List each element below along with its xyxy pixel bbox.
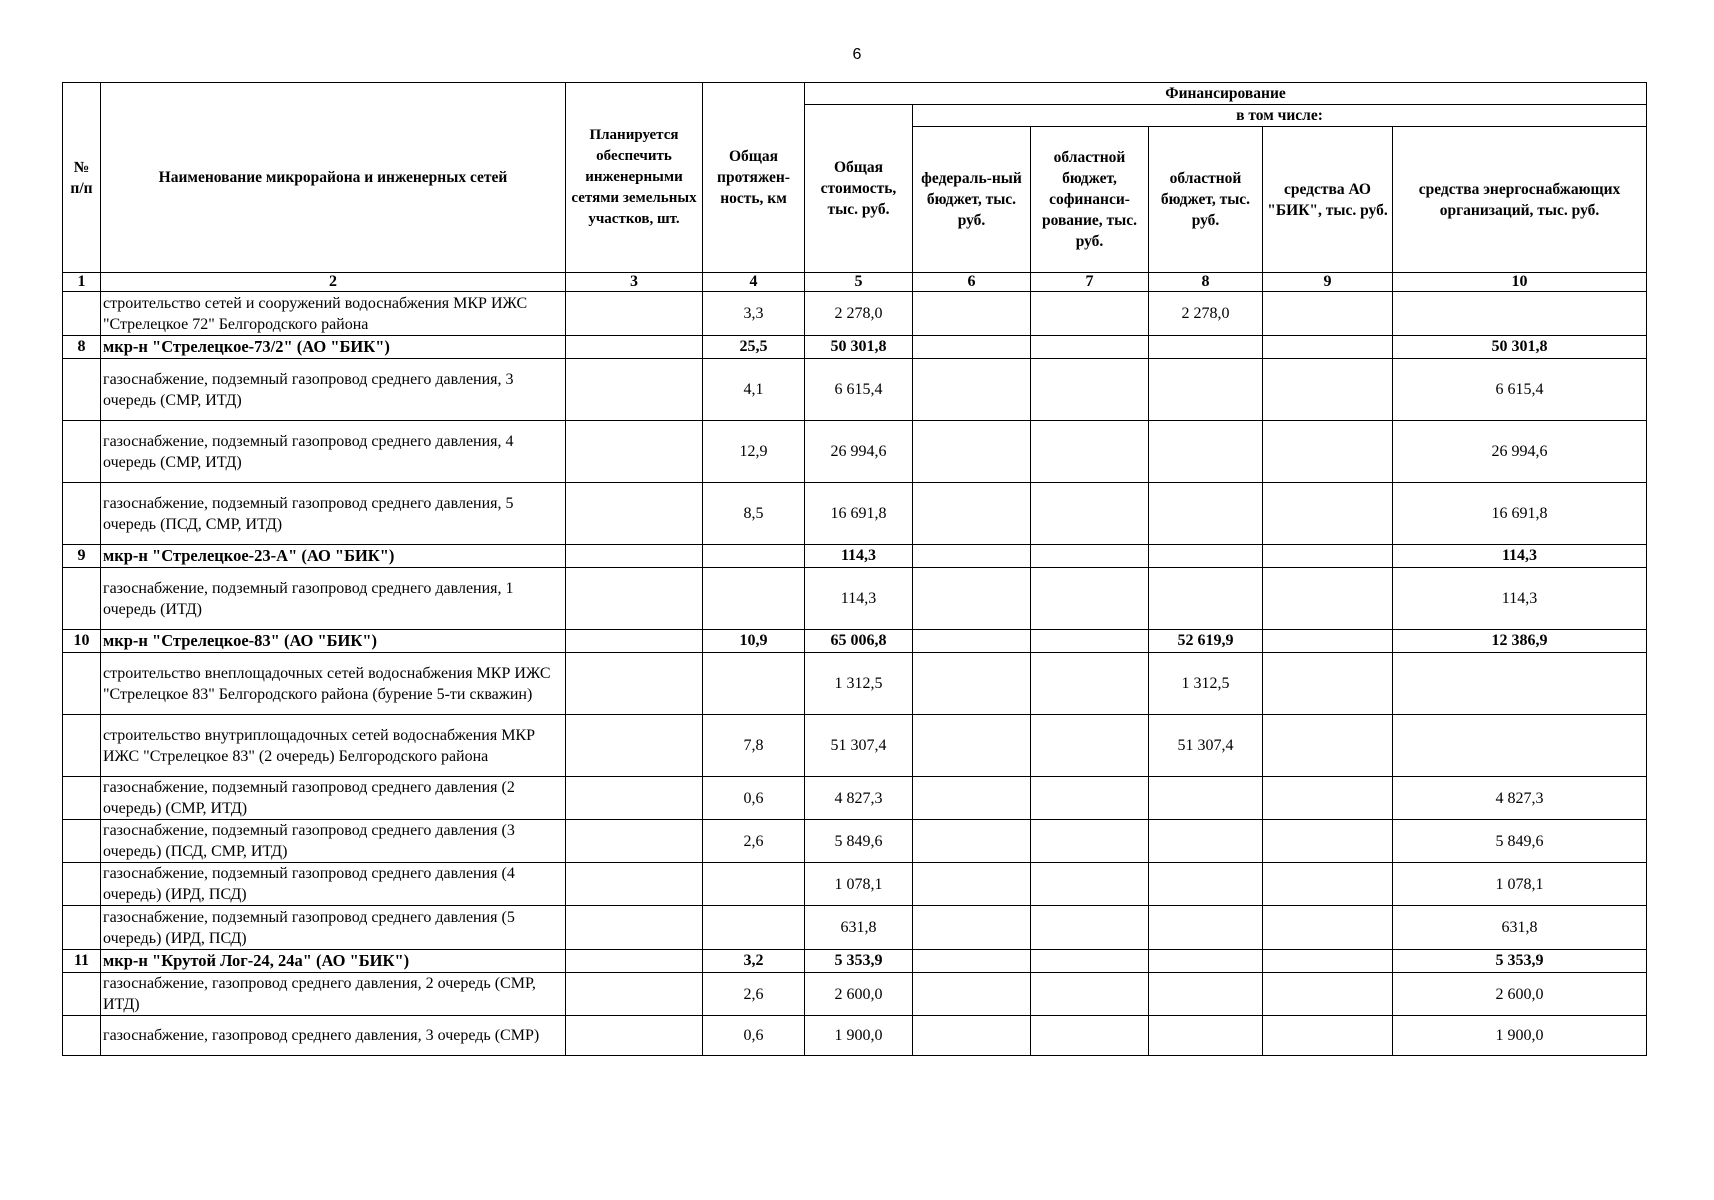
row-name: газоснабжение, газопровод среднего давления, 3 очередь (СМР) <box>101 1016 566 1056</box>
row-length <box>703 545 805 568</box>
row-number <box>63 1016 101 1056</box>
row-bik <box>1263 1016 1393 1056</box>
row-plots <box>566 950 703 973</box>
table-row <box>63 1016 1647 1056</box>
row-regional <box>1149 950 1263 973</box>
financing-table <box>62 82 1647 1056</box>
row-plots <box>566 863 703 906</box>
row-bik <box>1263 715 1393 777</box>
row-total: 16 691,8 <box>805 483 913 545</box>
column-number: 3 <box>566 273 703 292</box>
table-row <box>63 359 1647 421</box>
table-row <box>63 421 1647 483</box>
row-energy: 1 900,0 <box>1393 1016 1647 1056</box>
column-number: 2 <box>101 273 566 292</box>
col-header-federal: федераль-ный бюджет, тыс. руб. <box>913 127 1031 273</box>
row-plots <box>566 545 703 568</box>
table-section-row <box>63 950 1647 973</box>
row-bik <box>1263 336 1393 359</box>
row-federal <box>913 1016 1031 1056</box>
row-regional <box>1149 863 1263 906</box>
row-total: 114,3 <box>805 545 913 568</box>
row-regional <box>1149 973 1263 1016</box>
row-number <box>63 653 101 715</box>
financing-table-wrapper <box>62 82 1647 1056</box>
row-regional-cofin <box>1031 973 1149 1016</box>
row-number <box>63 777 101 820</box>
row-regional-cofin <box>1031 906 1149 950</box>
row-name: газоснабжение, подземный газопровод среднего давления, 1 очередь (ИТД) <box>101 568 566 630</box>
row-regional <box>1149 359 1263 421</box>
row-energy <box>1393 292 1647 336</box>
row-regional-cofin <box>1031 715 1149 777</box>
row-regional <box>1149 777 1263 820</box>
row-federal <box>913 483 1031 545</box>
row-total: 631,8 <box>805 906 913 950</box>
row-regional-cofin <box>1031 483 1149 545</box>
row-length: 3,2 <box>703 950 805 973</box>
row-length: 0,6 <box>703 777 805 820</box>
row-plots <box>566 568 703 630</box>
row-number <box>63 973 101 1016</box>
row-regional: 51 307,4 <box>1149 715 1263 777</box>
table-row <box>63 483 1647 545</box>
row-total: 65 006,8 <box>805 630 913 653</box>
row-plots <box>566 906 703 950</box>
row-bik <box>1263 653 1393 715</box>
table-row <box>63 292 1647 336</box>
table-row <box>63 568 1647 630</box>
row-name: газоснабжение, подземный газопровод среднего давления (4 очередь) (ИРД, ПСД) <box>101 863 566 906</box>
row-regional: 52 619,9 <box>1149 630 1263 653</box>
row-total: 5 353,9 <box>805 950 913 973</box>
row-plots <box>566 715 703 777</box>
row-plots <box>566 630 703 653</box>
table-row <box>63 863 1647 906</box>
row-plots <box>566 483 703 545</box>
row-regional-cofin <box>1031 421 1149 483</box>
row-federal <box>913 973 1031 1016</box>
row-name: строительство внеплощадочных сетей водоснабжения МКР ИЖС "Стрелецкое 83" Белгородского района (бурение 5-ти скважин) <box>101 653 566 715</box>
table-row <box>63 715 1647 777</box>
row-federal <box>913 950 1031 973</box>
row-regional <box>1149 545 1263 568</box>
row-regional-cofin <box>1031 292 1149 336</box>
row-number <box>63 863 101 906</box>
row-regional-cofin <box>1031 359 1149 421</box>
row-regional-cofin <box>1031 950 1149 973</box>
column-number: 7 <box>1031 273 1149 292</box>
row-total: 6 615,4 <box>805 359 913 421</box>
row-federal <box>913 863 1031 906</box>
column-number-row <box>63 273 1647 292</box>
row-federal <box>913 359 1031 421</box>
row-regional-cofin <box>1031 568 1149 630</box>
row-bik <box>1263 820 1393 863</box>
row-name: газоснабжение, подземный газопровод среднего давления (3 очередь) (ПСД, СМР, ИТД) <box>101 820 566 863</box>
row-federal <box>913 545 1031 568</box>
col-header-including: в том числе: <box>913 105 1647 127</box>
column-number: 5 <box>805 273 913 292</box>
table-section-row <box>63 630 1647 653</box>
row-regional-cofin <box>1031 863 1149 906</box>
row-number <box>63 483 101 545</box>
table-section-row <box>63 336 1647 359</box>
col-header-length: Общая протяжен-ность, км <box>703 83 805 273</box>
row-number: 11 <box>63 950 101 973</box>
table-row <box>63 777 1647 820</box>
row-total: 1 312,5 <box>805 653 913 715</box>
row-plots <box>566 1016 703 1056</box>
row-length: 0,6 <box>703 1016 805 1056</box>
row-energy: 50 301,8 <box>1393 336 1647 359</box>
row-bik <box>1263 630 1393 653</box>
table-section-row <box>63 545 1647 568</box>
row-regional-cofin <box>1031 545 1149 568</box>
row-plots <box>566 653 703 715</box>
row-bik <box>1263 359 1393 421</box>
row-plots <box>566 292 703 336</box>
row-length <box>703 863 805 906</box>
row-bik <box>1263 906 1393 950</box>
row-energy: 114,3 <box>1393 568 1647 630</box>
row-total: 50 301,8 <box>805 336 913 359</box>
row-bik <box>1263 483 1393 545</box>
row-name: строительство внутриплощадочных сетей водоснабжения МКР ИЖС "Стрелецкое 83" (2 очередь) Белгородского района <box>101 715 566 777</box>
row-regional <box>1149 421 1263 483</box>
row-bik <box>1263 863 1393 906</box>
row-name: строительство сетей и сооружений водоснабжения МКР ИЖС "Стрелецкое 72" Белгородского района <box>101 292 566 336</box>
row-federal <box>913 421 1031 483</box>
row-length: 25,5 <box>703 336 805 359</box>
row-energy <box>1393 653 1647 715</box>
row-regional-cofin <box>1031 630 1149 653</box>
row-total: 51 307,4 <box>805 715 913 777</box>
row-bik <box>1263 777 1393 820</box>
row-energy: 631,8 <box>1393 906 1647 950</box>
row-regional: 1 312,5 <box>1149 653 1263 715</box>
row-length: 2,6 <box>703 973 805 1016</box>
row-length: 10,9 <box>703 630 805 653</box>
row-name: газоснабжение, подземный газопровод среднего давления, 4 очередь (СМР, ИТД) <box>101 421 566 483</box>
row-federal <box>913 336 1031 359</box>
row-total: 4 827,3 <box>805 777 913 820</box>
row-regional-cofin <box>1031 1016 1149 1056</box>
row-name: мкр-н "Стрелецкое-83" (АО "БИК") <box>101 630 566 653</box>
row-length: 12,9 <box>703 421 805 483</box>
row-name: газоснабжение, подземный газопровод среднего давления, 5 очередь (ПСД, СМР, ИТД) <box>101 483 566 545</box>
row-name: мкр-н "Стрелецкое-73/2" (АО "БИК") <box>101 336 566 359</box>
row-federal <box>913 630 1031 653</box>
row-length <box>703 653 805 715</box>
page-number: 6 <box>852 46 862 63</box>
row-total: 26 994,6 <box>805 421 913 483</box>
row-plots <box>566 820 703 863</box>
row-regional-cofin <box>1031 336 1149 359</box>
column-number: 4 <box>703 273 805 292</box>
row-length <box>703 906 805 950</box>
row-length: 7,8 <box>703 715 805 777</box>
row-total: 2 600,0 <box>805 973 913 1016</box>
row-number <box>63 292 101 336</box>
row-regional <box>1149 1016 1263 1056</box>
row-federal <box>913 568 1031 630</box>
row-number: 8 <box>63 336 101 359</box>
row-regional <box>1149 906 1263 950</box>
row-energy: 26 994,6 <box>1393 421 1647 483</box>
row-energy: 114,3 <box>1393 545 1647 568</box>
col-header-regional: областной бюджет, тыс. руб. <box>1149 127 1263 273</box>
column-number: 8 <box>1149 273 1263 292</box>
row-bik <box>1263 973 1393 1016</box>
col-header-total: Общая стоимость, тыс. руб. <box>805 105 913 273</box>
row-number <box>63 359 101 421</box>
row-length: 2,6 <box>703 820 805 863</box>
row-plots <box>566 336 703 359</box>
col-header-energy: средства энергоснабжающих организаций, тыс. руб. <box>1393 127 1647 273</box>
row-name: газоснабжение, газопровод среднего давления, 2 очередь (СМР, ИТД) <box>101 973 566 1016</box>
row-length: 3,3 <box>703 292 805 336</box>
row-federal <box>913 777 1031 820</box>
row-regional-cofin <box>1031 820 1149 863</box>
table-row <box>63 906 1647 950</box>
row-bik <box>1263 421 1393 483</box>
row-number: 9 <box>63 545 101 568</box>
row-regional <box>1149 820 1263 863</box>
row-energy <box>1393 715 1647 777</box>
row-total: 1 900,0 <box>805 1016 913 1056</box>
row-number: 10 <box>63 630 101 653</box>
row-regional-cofin <box>1031 653 1149 715</box>
row-regional <box>1149 483 1263 545</box>
row-energy: 6 615,4 <box>1393 359 1647 421</box>
row-energy: 5 353,9 <box>1393 950 1647 973</box>
row-bik <box>1263 292 1393 336</box>
row-energy: 12 386,9 <box>1393 630 1647 653</box>
row-bik <box>1263 568 1393 630</box>
column-number: 1 <box>63 273 101 292</box>
row-plots <box>566 973 703 1016</box>
row-federal <box>913 715 1031 777</box>
row-number <box>63 906 101 950</box>
row-length <box>703 568 805 630</box>
row-regional: 2 278,0 <box>1149 292 1263 336</box>
row-plots <box>566 777 703 820</box>
table-row <box>63 820 1647 863</box>
col-header-name: Наименование микрорайона и инженерных сетей <box>101 83 566 273</box>
col-header-num: № п/п <box>63 83 101 273</box>
row-number <box>63 568 101 630</box>
row-total: 5 849,6 <box>805 820 913 863</box>
row-number <box>63 820 101 863</box>
row-number <box>63 715 101 777</box>
column-number: 9 <box>1263 273 1393 292</box>
row-bik <box>1263 545 1393 568</box>
row-name: газоснабжение, подземный газопровод среднего давления (5 очередь) (ИРД, ПСД) <box>101 906 566 950</box>
row-name: газоснабжение, подземный газопровод среднего давления, 3 очередь (СМР, ИТД) <box>101 359 566 421</box>
row-regional <box>1149 568 1263 630</box>
row-energy: 16 691,8 <box>1393 483 1647 545</box>
row-energy: 2 600,0 <box>1393 973 1647 1016</box>
table-row <box>63 653 1647 715</box>
table-body <box>63 292 1647 1056</box>
row-length: 4,1 <box>703 359 805 421</box>
row-total: 114,3 <box>805 568 913 630</box>
row-plots <box>566 421 703 483</box>
col-header-bik: средства АО "БИК", тыс. руб. <box>1263 127 1393 273</box>
row-energy: 1 078,1 <box>1393 863 1647 906</box>
col-header-plots: Планируется обеспечить инженерными сетями земельных участков, шт. <box>566 83 703 273</box>
column-number: 6 <box>913 273 1031 292</box>
row-bik <box>1263 950 1393 973</box>
row-name: мкр-н "Крутой Лог-24, 24а" (АО "БИК") <box>101 950 566 973</box>
row-name: газоснабжение, подземный газопровод среднего давления (2 очередь) (СМР, ИТД) <box>101 777 566 820</box>
row-regional-cofin <box>1031 777 1149 820</box>
column-number: 10 <box>1393 273 1647 292</box>
row-plots <box>566 359 703 421</box>
table-row <box>63 973 1647 1016</box>
row-federal <box>913 906 1031 950</box>
row-name: мкр-н "Стрелецкое-23-А" (АО "БИК") <box>101 545 566 568</box>
row-energy: 5 849,6 <box>1393 820 1647 863</box>
col-header-financing: Финансирование <box>805 83 1647 105</box>
row-federal <box>913 653 1031 715</box>
row-federal <box>913 292 1031 336</box>
row-length: 8,5 <box>703 483 805 545</box>
row-total: 2 278,0 <box>805 292 913 336</box>
row-total: 1 078,1 <box>805 863 913 906</box>
col-header-regional-cofin: областной бюджет, софинанси-рование, тыс. руб. <box>1031 127 1149 273</box>
row-energy: 4 827,3 <box>1393 777 1647 820</box>
row-federal <box>913 820 1031 863</box>
row-regional <box>1149 336 1263 359</box>
row-number <box>63 421 101 483</box>
